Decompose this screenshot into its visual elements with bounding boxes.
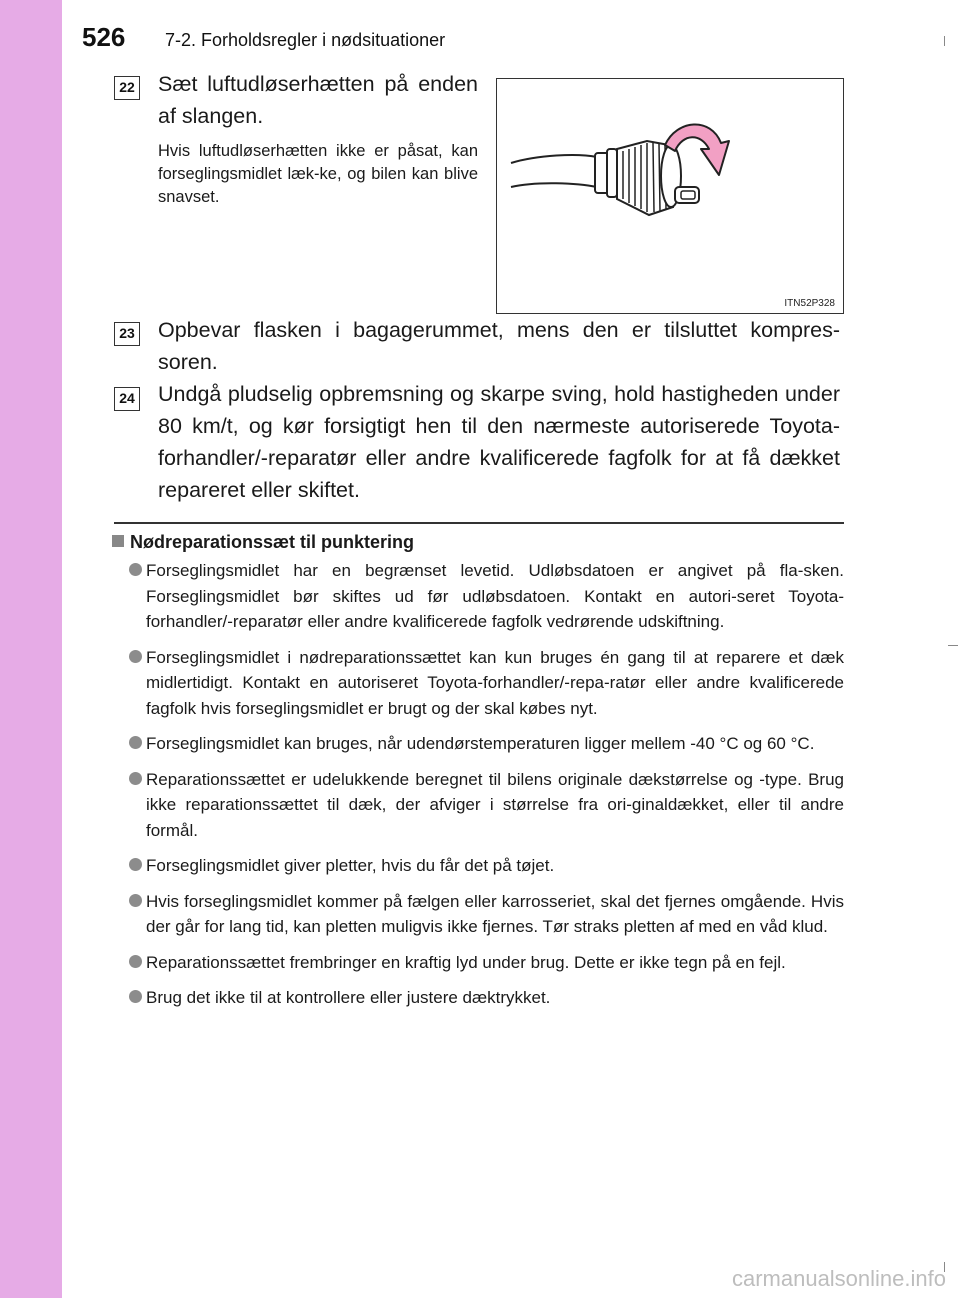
bullet-list <box>129 558 844 1021</box>
section-divider <box>114 522 844 524</box>
step-number-24: 24 <box>114 387 140 411</box>
step-number-23: 23 <box>114 322 140 346</box>
bullet-text: Brug det ikke til at kontrollere eller justere dæktrykket. <box>146 988 551 1007</box>
bullet-icon <box>129 990 142 1003</box>
bullet-text: Forseglingsmidlet i nødreparationssættet kan kun bruges én gang til at reparere et dæk midlertidigt. Kontakt en autoriseret Toyota-forhandler/-repa-ratør eller andre kvalificerede fagfolk hvis forseglingsmidlet er brugt og der skal købes nyt. <box>146 647 844 718</box>
step-22-text: Sæt luftudløserhætten på enden af slangen. <box>158 72 478 128</box>
list-item <box>129 889 844 940</box>
hose-cap-rotate-icon <box>497 79 843 313</box>
bullet-icon <box>129 894 142 907</box>
crop-mark <box>944 36 945 46</box>
bullet-icon <box>129 772 142 785</box>
step-24-text: Undgå pludselig opbremsning og skarpe sving, hold hastigheden under 80 km/t, og kør forsigtigt hen til den nærmeste autoriserede Toyota-forhandler/-reparatør eller andre kvalificerede fagfolk for at få dækket repareret eller skiftet. <box>158 382 840 502</box>
bullet-text: Forseglingsmidlet har en begrænset levetid. Udløbsdatoen er angivet på fla-sken. Forseglingsmidlet bør skiftes ud før udløbsdatoen. Kontakt en autori-seret Toyota-forhandler/-reparatør eller andre kvalificerede fagfolk vedrørende udskiftning. <box>146 561 844 631</box>
step-23-text: Opbevar flasken i bagagerummet, mens den er tilsluttet kompres-soren. <box>158 318 840 374</box>
section-heading-text: Nødreparationssæt til punktering <box>130 532 415 552</box>
crop-mark <box>948 645 958 646</box>
side-color-band <box>0 0 62 1298</box>
bullet-icon <box>129 650 142 663</box>
list-item <box>129 731 844 757</box>
step-22-note: Hvis luftudløserhætten ikke er påsat, kan forseglingsmidlet læk-ke, og bilen kan blive snavset. <box>158 142 478 206</box>
list-item <box>129 853 844 879</box>
section-heading <box>112 532 414 553</box>
bullet-text: Forseglingsmidlet giver pletter, hvis du får det på tøjet. <box>146 856 555 875</box>
watermark: carmanualsonline.info <box>731 1266 946 1291</box>
bullet-text: Reparationssættet er udelukkende beregnet til bilens originale dækstørrelse og -type. Brug ikke reparationssættet til dæk, der afviger i størrelse fra ori-ginaldækket, eller til andre formål. <box>146 769 844 840</box>
bullet-text: Hvis forseglingsmidlet kommer på fælgen eller karrosseriet, skal det fjernes omgående. Hvis der går for lang tid, kan pletten muligvis ikke fjernes. Tør straks pletten af med en våd klud. <box>146 891 844 936</box>
bullet-text: Forseglingsmidlet kan bruges, når udendørstemperaturen ligger mellem -40 °C og 60 °C. <box>146 734 815 753</box>
list-item <box>129 767 844 844</box>
list-item <box>129 985 844 1011</box>
bullet-icon <box>129 736 142 749</box>
bullet-text: Reparationssættet frembringer en kraftig lyd under brug. Dette er ikke tegn på en fejl. <box>146 952 786 972</box>
chapter-title: 7-2. Forholdsregler i nødsituationer <box>165 30 446 50</box>
list-item <box>129 558 844 635</box>
page-number: 526 <box>82 22 126 52</box>
list-item <box>129 645 844 722</box>
hose-cap-illustration <box>496 78 844 314</box>
heading-square-icon <box>112 535 124 547</box>
bullet-icon <box>129 563 142 576</box>
step-number-22: 22 <box>114 76 140 100</box>
bullet-icon <box>129 858 142 871</box>
list-item <box>129 950 844 976</box>
bullet-icon <box>129 955 142 968</box>
figure-code: ITN52P328 <box>784 298 835 309</box>
